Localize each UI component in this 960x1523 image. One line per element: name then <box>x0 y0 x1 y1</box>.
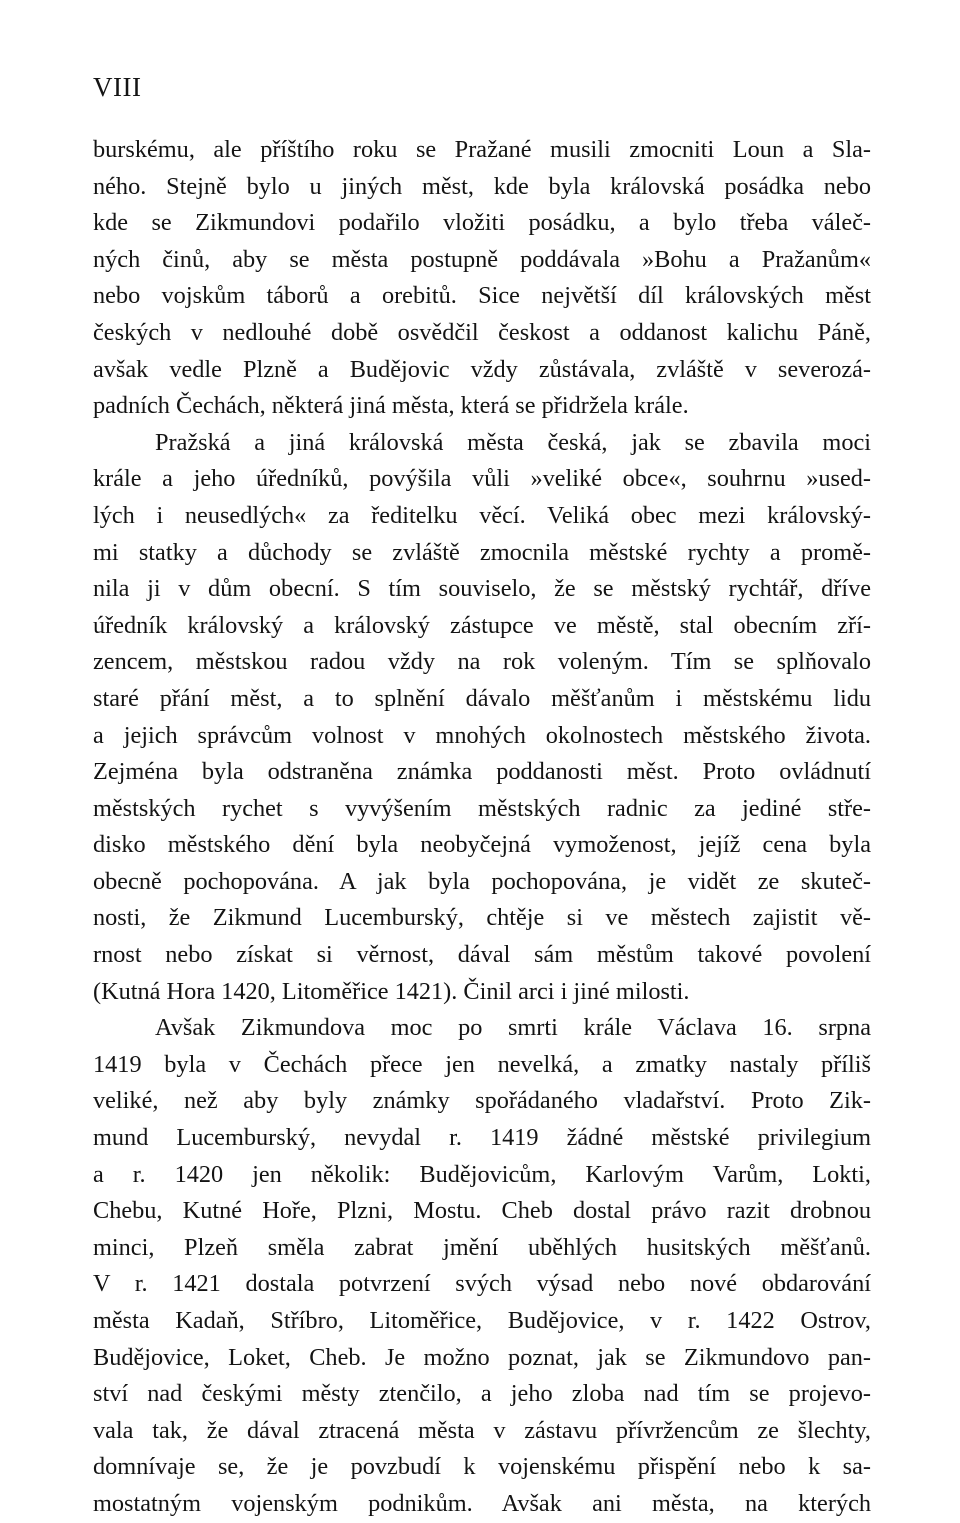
text-line: 1419 byla v Čechách přece jen nevelká, a zmatky nastaly příliš <box>93 1050 871 1078</box>
body-text <box>93 132 871 1523</box>
text-line: avšak vedle Plzně a Budějovic vždy zůstávala, zvláště v severozá- <box>93 355 871 383</box>
text-line: mi statky a důchody se zvláště zmocnila městské rychty a promě- <box>93 538 871 566</box>
paragraph <box>93 1010 871 1522</box>
text-line: lých i neusedlých« za ředitelku věcí. Veliká obec mezi královský- <box>93 501 871 529</box>
text-line: zencem, městskou radou vždy na rok voleným. Tím se splňovalo <box>93 648 871 676</box>
text-line: domnívaje se, že je povzbudí k vojenskému přispění nebo k sa- <box>93 1453 871 1481</box>
text-line: burskému, ale příštího roku se Pražané musili zmocniti Loun a Sla- <box>93 136 871 163</box>
text-line: městských rychet s vyvýšením městských radnic za jediné stře- <box>93 794 871 822</box>
text-line: V r. 1421 dostala potvrzení svých výsad nebo nové obdarování <box>93 1270 871 1298</box>
text-line: Avšak Zikmundova moc po smrti krále Václava 16. srpna <box>155 1014 871 1042</box>
text-line: ných činů, aby se města postupně poddávala »Bohu a Pražanům« <box>93 245 871 273</box>
page-number: VIII <box>93 72 142 102</box>
text-line: veliké, než aby byly známky spořádaného vladařství. Proto Zik- <box>93 1087 871 1115</box>
text-line: kde se Zikmundovi podařilo vložiti posádku, a bylo třeba váleč- <box>93 209 871 237</box>
text-line: minci, Plzeň směla zabrat jmění uběhlých husitských měšťanů. <box>93 1233 871 1261</box>
text-line: mund Lucemburský, nevydal r. 1419 žádné městské privilegium <box>93 1124 871 1152</box>
text-line: Chebu, Kutné Hoře, Plzni, Mostu. Cheb dostal právo razit drobnou <box>93 1197 871 1225</box>
text-line: českých v nedlouhé době osvědčil českost a oddanost kalichu Páně, <box>93 318 871 346</box>
text-line: staré přání měst, a to splnění dávalo měšťanům i městskému lidu <box>93 684 871 712</box>
text-line: obecně pochopována. A jak byla pochopována, je vidět ze skuteč- <box>93 867 871 895</box>
text-line: Zejména byla odstraněna známka poddanosti měst. Proto ovládnutí <box>93 758 871 786</box>
text-line: vala tak, že dával ztracená města v zástavu přívržencům ze šlechty, <box>93 1416 871 1444</box>
text-line: nosti, že Zikmund Lucemburský, chtěje si ve městech zajistit vě- <box>93 904 871 932</box>
text-line: nila ji v dům obecní. S tím souviselo, že se městský rychtář, dříve <box>93 575 871 603</box>
text-line: Pražská a jiná královská města česká, jak se zbavila moci <box>155 428 871 456</box>
paragraph <box>93 425 871 1011</box>
text-line: mostatným vojenským podnikům. Avšak ani města, na kterých <box>93 1489 871 1517</box>
text-line: města Kadaň, Stříbro, Litoměřice, Budějovice, v r. 1422 Ostrov, <box>93 1307 871 1334</box>
text-line: nebo vojskům táborů a orebitů. Sice největší díl královských měst <box>93 282 871 310</box>
text-line: padních Čechách, některá jiná města, která se přidržela krále. <box>93 392 689 420</box>
text-line: a r. 1420 jen několik: Budějovicům, Karlovým Varům, Lokti, <box>93 1160 871 1188</box>
text-line: ství nad českými městy ztenčilo, a jeho zloba nad tím se projevo- <box>93 1380 871 1408</box>
text-line: rnost nebo získat si věrnost, dával sám městům takové povolení <box>93 941 871 969</box>
text-line: úředník královský a královský zástupce ve městě, stal obecním zří- <box>93 611 871 639</box>
text-line: disko městského dění byla neobyčejná vymoženost, jejíž cena byla <box>93 831 871 859</box>
paragraph <box>93 132 871 425</box>
text-line: Budějovice, Loket, Cheb. Je možno poznat, jak se Zikmundovo pan- <box>93 1343 871 1371</box>
text-line: krále a jeho úředníků, povýšila vůli »veliké obce«, souhrnu »used- <box>93 465 871 493</box>
text-line: ného. Stejně bylo u jiných měst, kde byla královská posádka nebo <box>93 172 871 200</box>
text-line: (Kutná Hora 1420, Litoměřice 1421). Činil arci i jiné milosti. <box>93 977 690 1005</box>
text-line: a jejich správcům volnost v mnohých okolnostech městského života. <box>93 721 871 749</box>
